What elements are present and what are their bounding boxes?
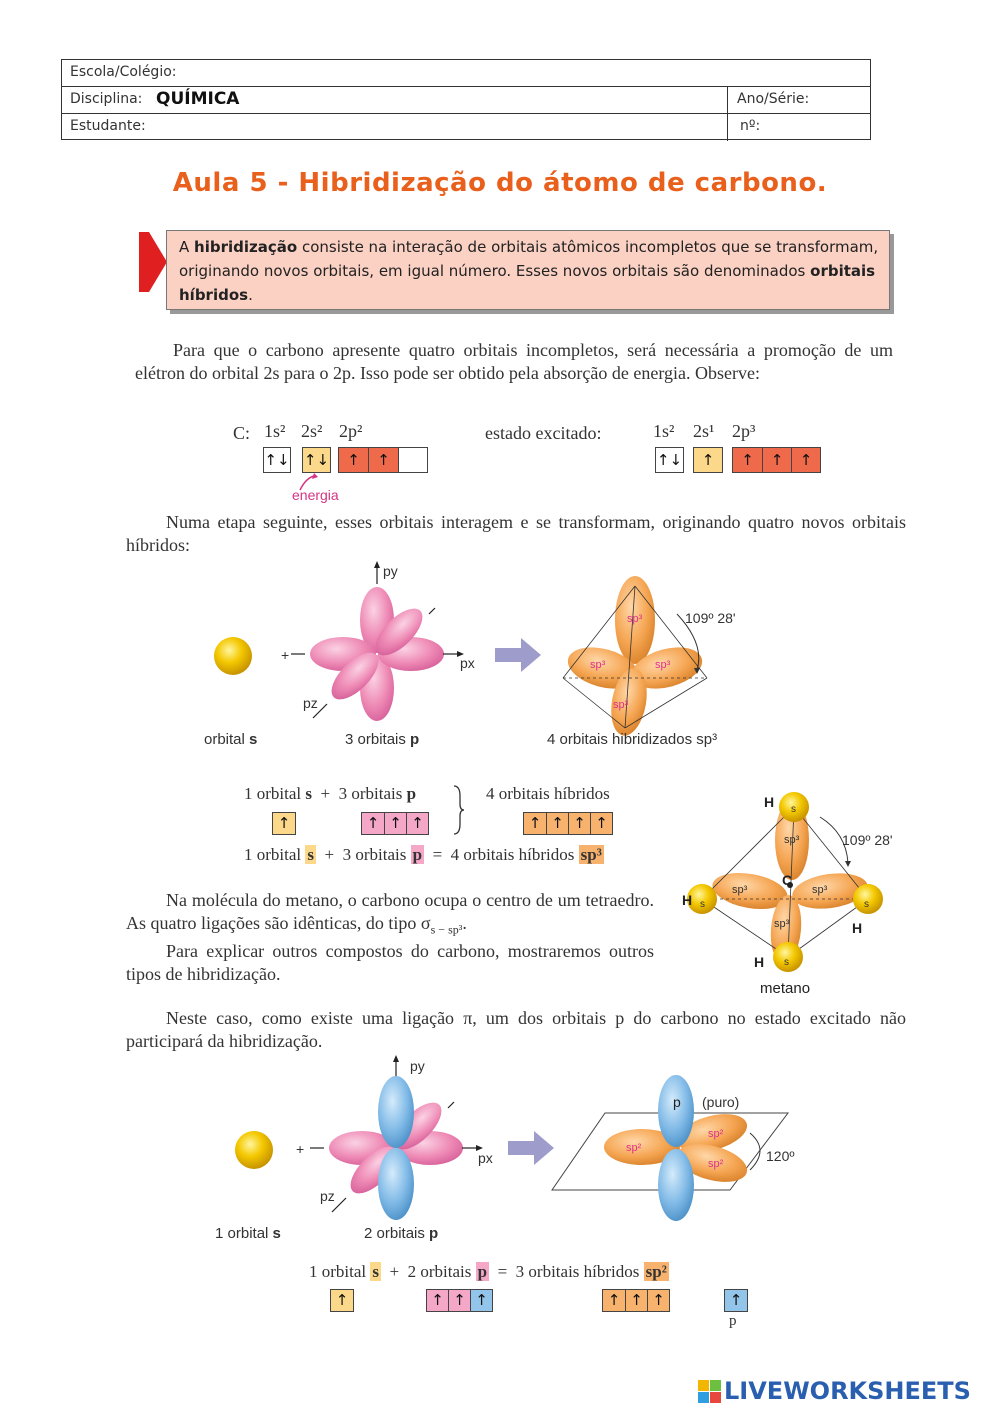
px-label-2: px xyxy=(478,1150,493,1166)
ground-cell-2p-2: ↑ xyxy=(368,447,399,473)
figure-methane xyxy=(672,785,912,1000)
methane-s-left: s xyxy=(700,899,705,910)
eq2-line: 1 orbital s + 2 orbitais p = 3 orbitais híbridos sp² xyxy=(309,1262,667,1281)
year-label: Ano/Série: xyxy=(737,91,810,107)
methane-h-top: H xyxy=(764,794,775,810)
s-orbital-sphere xyxy=(214,637,252,675)
header-table xyxy=(61,59,871,140)
sp3-tetrahedron xyxy=(563,576,707,738)
ground-prefix: C: xyxy=(233,423,251,443)
plus-sign-2: + xyxy=(296,1141,305,1157)
excited-cell-2p-1: ↑ xyxy=(732,447,763,473)
definition-text-3: . xyxy=(248,286,253,304)
ground-cell-2p-3 xyxy=(398,447,428,473)
caption-orbitais-p: 3 orbitais p xyxy=(345,731,420,748)
header-row-subject xyxy=(62,87,870,114)
eq1-cell-sp3-4: ↑ xyxy=(590,812,613,835)
sp2-trigonal-plane xyxy=(552,1075,788,1221)
paragraph-promotion: Para que o carbono apresente quatro orbitais incompletos, será necessária a promoção de um elétron do orbital 2s para o 2p. Isso pode ser obtido pela absorção de energia. Observe: xyxy=(135,340,893,383)
number-label: nº: xyxy=(740,118,761,134)
student-label: Estudante: xyxy=(70,118,146,134)
ground-cell-2s: ↑↓ xyxy=(302,447,331,473)
paragraph-methane: Na molécula do metano, o carbono ocupa o centro de um tetraedro. As quatro ligações são idênticas, do tipo $\sigma_{s - sp^3}$. xyxy=(126,890,654,937)
definition-text-1: A xyxy=(179,238,195,256)
caption-1-orbital-s: 1 orbital s xyxy=(215,1225,281,1242)
ground-label-1s: 1s² xyxy=(264,421,286,441)
p-orbitals-lobes-2 xyxy=(310,1055,483,1220)
eq2-cell-s: ↑ xyxy=(330,1289,354,1312)
methane-h-bottom: H xyxy=(754,954,765,970)
eq1-cell-sp3-1: ↑ xyxy=(523,812,547,835)
eq1-line2: 1 orbital s + 3 orbitais p = 4 orbitais híbridos sp³ xyxy=(244,845,602,864)
s-orbital-sphere-2 xyxy=(235,1131,273,1169)
definition-term-2: orbitais híbridos xyxy=(179,262,876,304)
caption-orbital-s: orbital s xyxy=(204,731,258,748)
subject-label: Disciplina: xyxy=(70,91,143,107)
header-divider xyxy=(727,87,728,141)
transform-arrow-icon-2 xyxy=(508,1131,554,1165)
p-pure-label: p xyxy=(673,1094,681,1110)
definition-term: hibridização xyxy=(194,238,298,256)
eq1-result: 4 orbitais híbridos xyxy=(486,784,610,803)
eq2-cell-p3: ↑ xyxy=(470,1289,493,1312)
methane-h-right: H xyxy=(852,920,863,936)
py-label-2: py xyxy=(410,1058,425,1074)
eq2-cell-p1: ↑ xyxy=(426,1289,449,1312)
ground-label-2s: 2s² xyxy=(301,421,323,441)
ground-label-2p: 2p² xyxy=(339,421,363,441)
excited-cell-1s: ↑↓ xyxy=(655,447,684,473)
excited-prefix: estado excitado: xyxy=(485,423,602,443)
red-arrow-icon xyxy=(137,230,169,294)
sp2-label-upper: sp² xyxy=(708,1128,724,1140)
eq1-line1: 1 orbital s + 3 orbitais p xyxy=(244,784,417,803)
eq1-cell-p2: ↑ xyxy=(384,812,407,835)
methane-angle: 109º 28' xyxy=(842,832,893,848)
angle-label-sp3: 109º 28' xyxy=(685,610,736,626)
sp3-label-right: sp³ xyxy=(655,659,671,671)
eq2-cell-sp2-1: ↑ xyxy=(602,1289,626,1312)
definition-text-2: consiste na interação de orbitais atômicos incompletos que se transformam, originando novos orbitais, em igual número. Esses novos orbitais são denominados xyxy=(179,238,879,280)
figure-sp3-hybridization xyxy=(195,560,775,755)
excited-cell-2p-2: ↑ xyxy=(762,447,792,473)
definition-box xyxy=(166,230,890,310)
sp3-label-bottom: sp³ xyxy=(613,699,629,711)
paragraph-pi-bond: Neste caso, como existe uma ligação π, um dos orbitais p do carbono no estado excitado não participará da hibridização. xyxy=(126,1008,906,1051)
eq2-cell-p2: ↑ xyxy=(448,1289,471,1312)
energy-label: energia xyxy=(292,487,339,503)
sp2-label-lower: sp² xyxy=(708,1158,724,1170)
sp2-label-left: sp² xyxy=(626,1142,642,1154)
school-label: Escola/Colégio: xyxy=(70,64,177,80)
eq1-cell-sp3-3: ↑ xyxy=(568,812,591,835)
methane-h-left: H xyxy=(682,892,693,908)
methane-s-bottom: s xyxy=(784,957,789,968)
brace-icon xyxy=(452,784,466,836)
eq2-p-label: p xyxy=(729,1313,737,1329)
methane-sp3-bottom: sp³ xyxy=(774,918,790,930)
transform-arrow-icon xyxy=(495,638,541,672)
eq2-cell-sp2-3: ↑ xyxy=(647,1289,670,1312)
puro-label: (puro) xyxy=(702,1094,740,1110)
paragraph-other-types: Para explicar outros compostos do carbono, mostraremos outros tipos de hibridização. xyxy=(126,941,654,984)
plus-sign: + xyxy=(281,647,290,663)
px-label: px xyxy=(460,655,475,671)
excited-cell-2p-3: ↑ xyxy=(791,447,821,473)
header-row-student xyxy=(62,114,870,141)
eq2-cell-sp2-2: ↑ xyxy=(625,1289,648,1312)
methane-s-top: s xyxy=(791,804,796,815)
eq1-cell-p1: ↑ xyxy=(361,812,385,835)
methane-sp3-left: sp³ xyxy=(732,884,748,896)
eq1-cell-sp3-2: ↑ xyxy=(546,812,569,835)
py-label: py xyxy=(383,563,398,579)
sp3-label-left: sp³ xyxy=(590,659,606,671)
caption-hybridized-sp3: 4 orbitais hibridizados sp³ xyxy=(547,731,718,748)
ground-cell-2p-1: ↑ xyxy=(338,447,369,473)
methane-c: C xyxy=(782,872,793,888)
eq1-cell-p3: ↑ xyxy=(406,812,429,835)
paragraph-interaction: Numa etapa seguinte, esses orbitais interagem e se transformam, originando quatro novos orbitais híbridos: xyxy=(126,512,906,555)
liveworksheets-logo-text: LIVEWORKSHEETS xyxy=(724,1377,971,1405)
excited-label-1s: 1s² xyxy=(653,421,675,441)
methane-sp3-top: sp³ xyxy=(784,834,800,846)
liveworksheets-logo-icon xyxy=(698,1380,722,1404)
excited-label-2p: 2p³ xyxy=(732,421,756,441)
header-row-school xyxy=(62,60,870,87)
eq1-cell-s: ↑ xyxy=(272,812,296,835)
caption-2-orbitais-p: 2 orbitais p xyxy=(364,1225,439,1242)
methane-caption: metano xyxy=(760,980,811,997)
excited-label-2s: 2s¹ xyxy=(693,421,715,441)
angle-label-sp2: 120º xyxy=(766,1148,795,1164)
subject-value: QUÍMICA xyxy=(156,89,240,109)
excited-cell-2s: ↑ xyxy=(693,447,723,473)
methane-s-right: s xyxy=(864,899,869,910)
eq2-cell-p-pure: ↑ xyxy=(724,1289,748,1312)
figure-sp2-hybridization xyxy=(210,1055,810,1250)
sp3-label-top: sp³ xyxy=(627,613,643,625)
page-title: Aula 5 - Hibridização do átomo de carbono. xyxy=(172,168,828,198)
pz-label: pz xyxy=(303,695,318,711)
ground-cell-1s: ↑↓ xyxy=(263,447,291,473)
pz-label-2: pz xyxy=(320,1188,335,1204)
methane-sp3-right: sp³ xyxy=(812,884,828,896)
